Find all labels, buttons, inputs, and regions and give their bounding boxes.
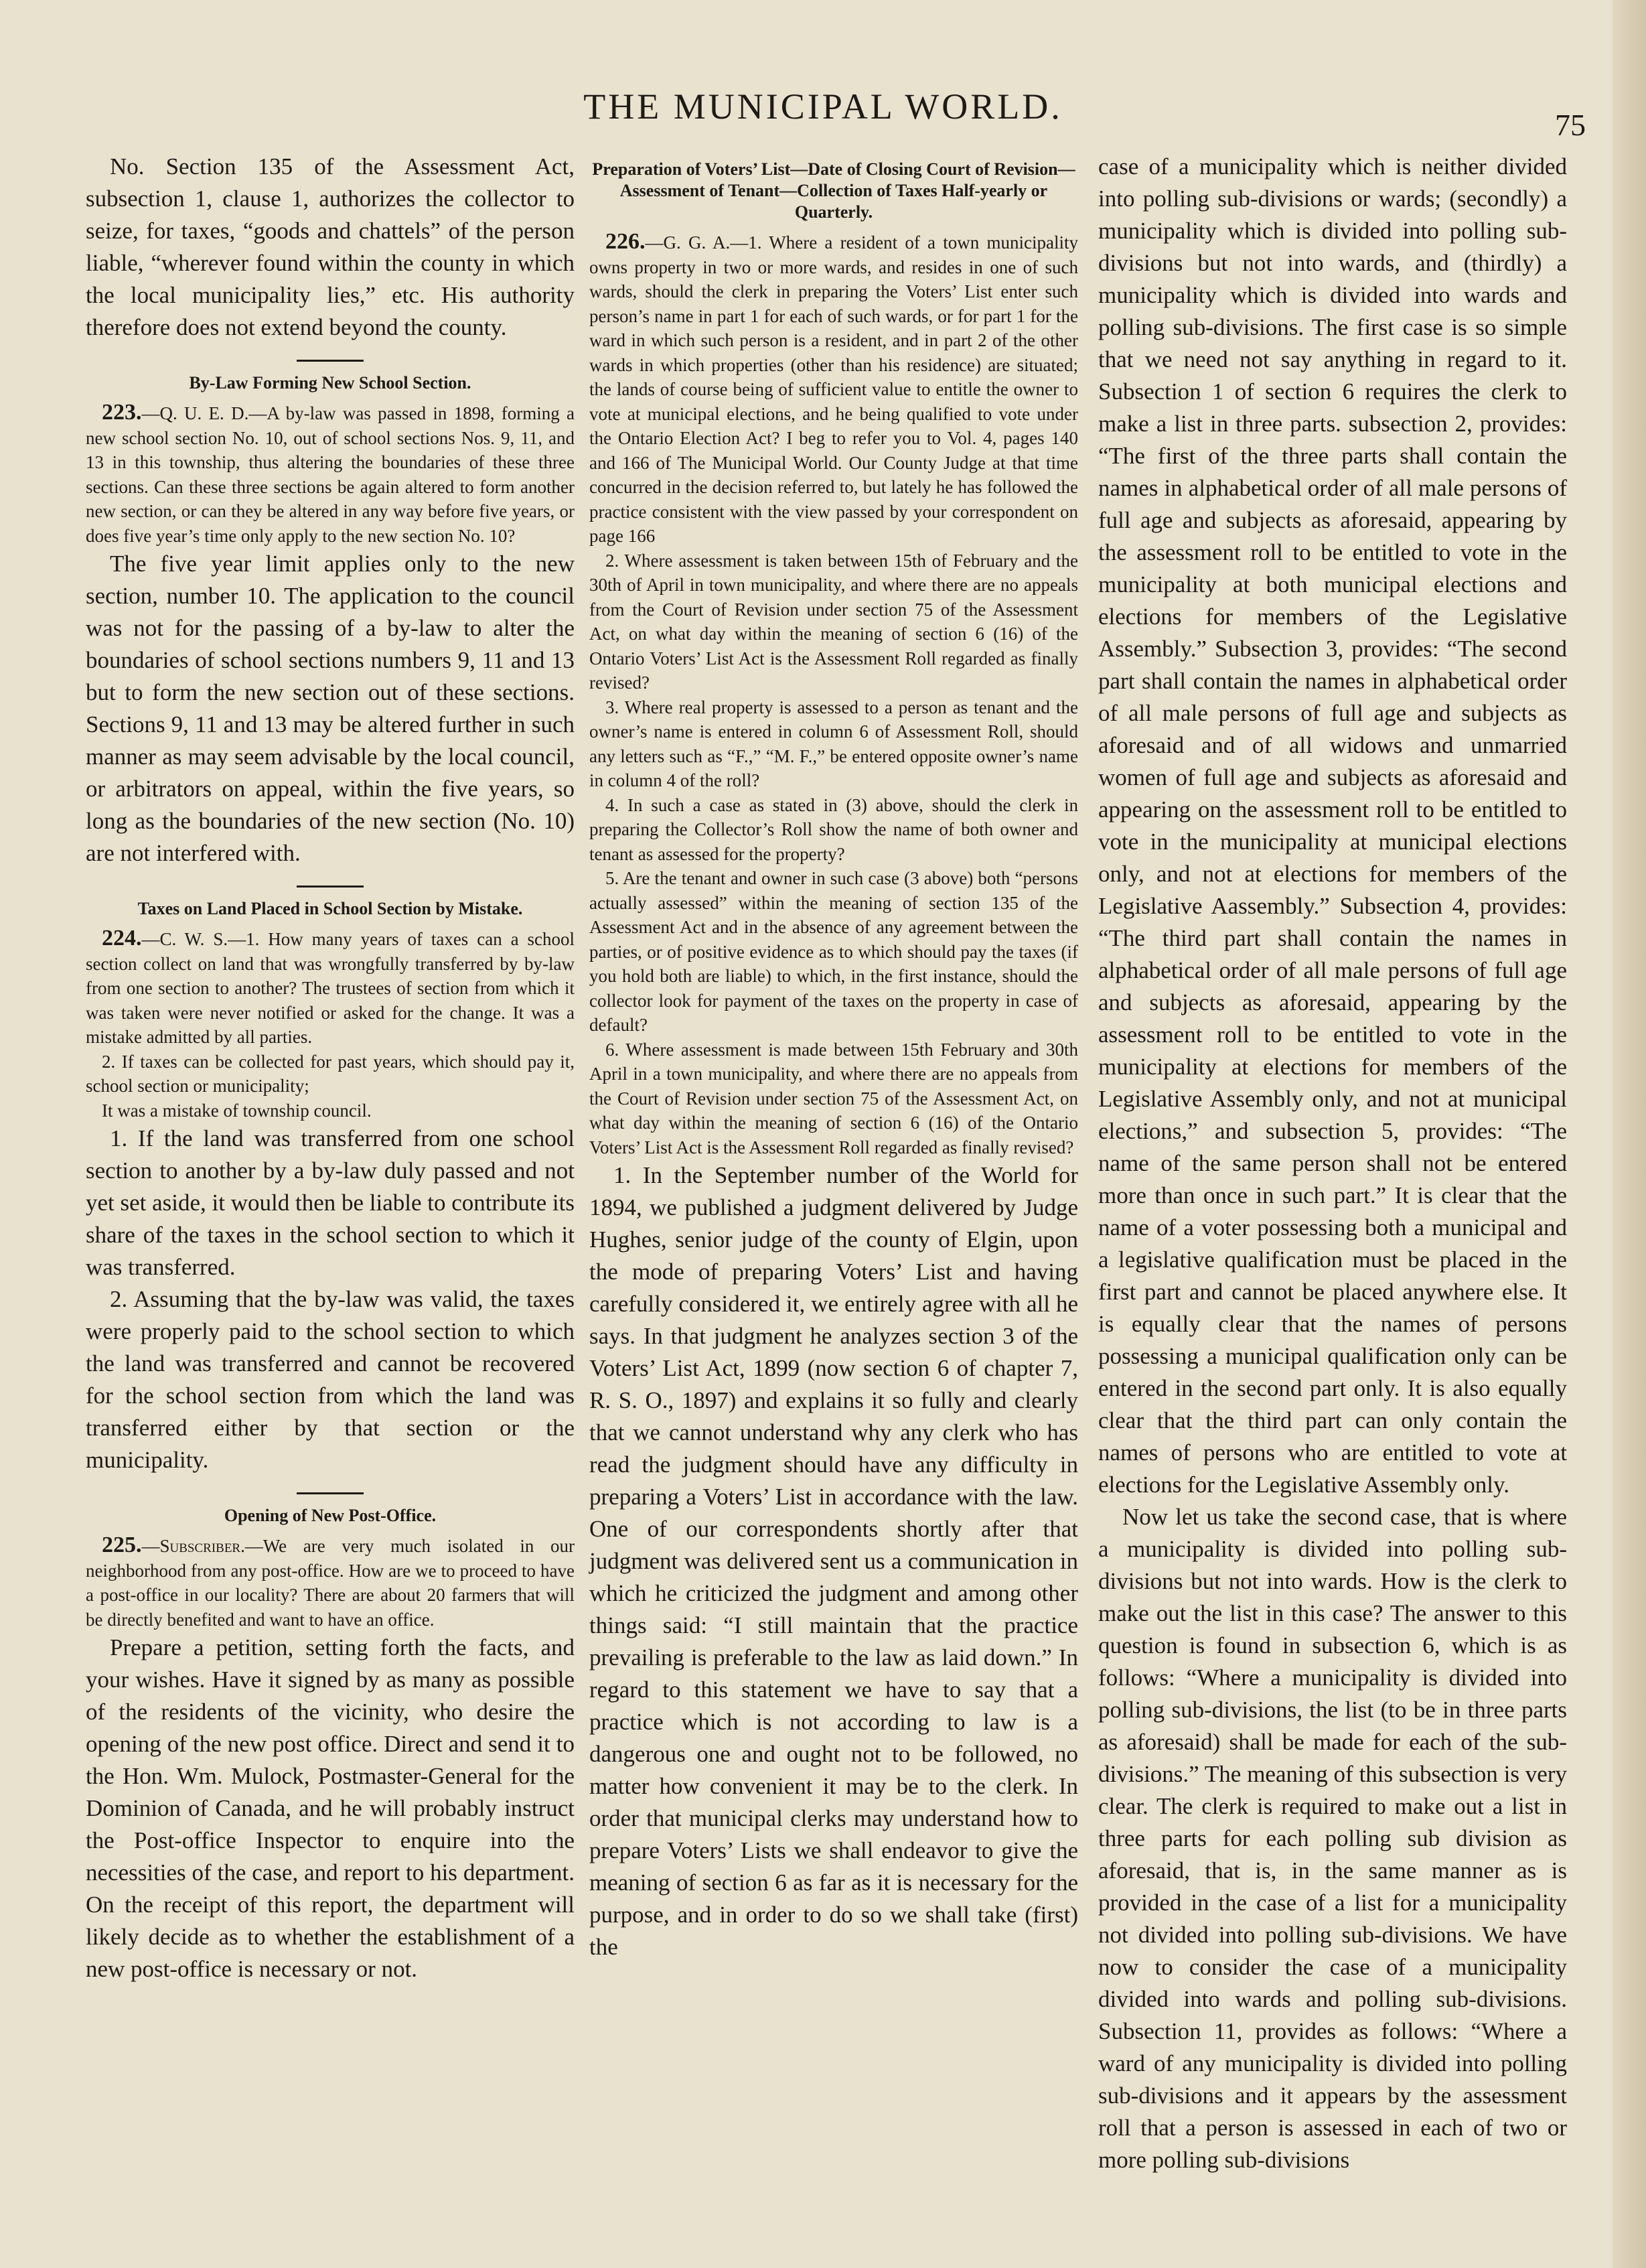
correspondent: —Subscriber.— xyxy=(141,1536,263,1556)
question-number: 226. xyxy=(605,229,646,254)
question-text: We are very much isolated in our neighborhood from any post-office. How are we to proceed to have a post-office in our locality? There are about 20 farmers that will be directly benefited and want to have an office. xyxy=(86,1536,575,1630)
question-number: 224. xyxy=(102,926,142,950)
answer-224-1: 1. If the land was transferred from one school section to another by a by-law duly passed and not yet set aside, it would then be liable to contribute its share of the taxes in the school section to which it was transferred. xyxy=(86,1125,575,1280)
answer-223: The five year limit applies only to the new section, number 10. The application to the council was not for the passing of a by-law to alter the boundaries of school sections numbers 9, 11 and 13 but to form the new section out of these sections. Sections 9, 11 and 13 may be altered further in such manner as may seem advisable by the local council, or arbitrators on appeal, within the five years, so long as the boundaries of the new section (No. 10) are not interfered with. xyxy=(86,551,575,866)
paragraph: Now let us take the second case, that is where a municipality is divided into polling sub-divisions but not into wards. How is the clerk to make out the list in this case? The answer to this question is found in subsection 6, which is as follows: “Where a municipality is divided into polling sub-divisions, the list (to be in three parts as aforesaid) shall be made for each of the sub-divisions.” The meaning of this subsection is very clear. The clerk is required to make out a list in three parts for each polling sub division as aforesaid, that is, in the same manner as is provided in the case of a list for a municipality not divided into polling sub-divisions. We have now to consider the case of a municipality divided into wards and polling sub-divisions. Subsection 11, provides as follows: “Where a ward of any municipality is divided into polling sub-divisions and it appears by the assessment roll that a person is assessed in each of two or more polling sub-divisions xyxy=(1098,1504,1567,2173)
question-226-5: 5. Are the tenant and owner in such case (3 above) both “persons actually assessed” within the meaning of section 135 of the Assessment Act and in the absence of any agreement between the parties, or of positive evidence as to which should pay the taxes (if you hold both are liable) to which, in the first instance, should the collector look for payment of the taxes on the property in case of default? xyxy=(589,868,1078,1035)
question-226-4: 4. In such a case as stated in (3) above, should the clerk in preparing the Collector’s Roll show the name of both owner and tenant as assessed for the property? xyxy=(589,794,1078,864)
question-226 xyxy=(589,230,1078,549)
question-226-3: 3. Where real property is assessed to a person as tenant and the owner’s name is entered in column 6 of Assessment Roll, should any letters such as “F.,” “M. F.,” be entered opposite owner’s name in column 4 of the roll? xyxy=(589,697,1078,790)
question-225 xyxy=(86,1533,575,1632)
section-heading: Preparation of Voters’ List—Date of Closing Court of Revision—Assessment of Tenant—Collection of Taxes Half-yearly or Quarterly. xyxy=(592,159,1075,222)
page-edge xyxy=(1613,0,1646,2268)
section-rule xyxy=(297,885,364,888)
column-left xyxy=(86,151,575,1985)
section-rule xyxy=(297,360,364,362)
paragraph: case of a municipality which is neither divided into polling sub-divisions or wards; (secondly) a municipality which is divided into polling sub-divisions but not into wards, and (thirdly) a municipality which is divided into wards and polling sub-divisions. The first case is so simple that we need not say anything in regard to it. Subsection 1 of section 6 requires the clerk to make a list in three parts. subsection 2, provides: “The first of the three parts shall contain the names in alphabetical order of all male persons of full age and subjects as aforesaid, appearing by the assessment roll to be entitled to vote in the municipality at both municipal elections and elections for members of the Legislative Assembly.” Subsection 3, provides: “The second part shall contain the names in alphabetical order of all male persons of full age and subjects as aforesaid and of all widows and unmarried women of full age and subjects as aforesaid and appearing on the assessment roll to be entitled to vote in the municipality at municipal elections only, and not at elections for members of the Legislative Aassembly.” Subsection 4, provides: “The third part shall contain the names in alphabetical order of all male persons of full age and subjects as aforesaid, appearing by the assessment roll to be entitled to vote in the municipality at elections for members of the Legislative Assembly only, and not at municipal elections,” and subsection 5, provides: “The name of the same person shall not be entered more than once in such part.” It is clear that the name of a voter possessing both a municipal and a legislative qualification must be placed in the first part and cannot be placed anywhere else. It is equally clear that the names of persons possessing a municipal qualification only can be entered in the second part only. It is also equally clear that the third part can only contain the names of persons who are entitled to vote at elections for the Legislative Assembly only. xyxy=(1098,153,1567,1498)
question-223 xyxy=(86,401,575,548)
column-middle xyxy=(589,151,1078,1963)
question-text: 1. Where a resident of a town municipality owns property in two or more wards, and resides in one of such wards, should the clerk in preparing the Voters’ List enter such person’s name in part 1 for each of such wards, or for part 1 for the ward in which such person is a resident, and in part 2 of the other wards in which properties (other than his residence) are situated; the lands of course being of sufficient value to entitle the owner to vote at municipal elections, and he being qualified to vote under the Ontario Election Act? I beg to refer you to Vol. 4, pages 140 and 166 of The Municipal World. Our County Judge at that time concurred in the decision referred to, but lately he has followed the practice consistent with the view passed by your correspondent on page 166 xyxy=(589,232,1078,546)
correspondent: —G. G. A.— xyxy=(645,232,749,253)
section-rule xyxy=(297,1492,364,1494)
paragraph: No. Section 135 of the Assessment Act, subsection 1, clause 1, authorizes the collector to seize, for taxes, “goods and chattels” of the person liable, “wherever found within the county in which the local municipality lies,” etc. His authority therefore does not extend beyond the county. xyxy=(86,153,575,340)
question-text: A by-law was passed in 1898, forming a new school section No. 10, out of school sections Nos. 9, 11, and 13 in this township, thus altering the boundaries of these three sections. Can these three sections be again altered to form another new section, or can they be altered in any way before five years, or does five year’s time only apply to the new section No. 10? xyxy=(86,403,575,546)
question-number: 223. xyxy=(102,400,142,425)
section-heading: Taxes on Land Placed in School Section by Mistake. xyxy=(137,899,523,918)
answer-225: Prepare a petition, setting forth the facts, and your wishes. Have it signed by as many as possible of the residents of the vicinity, who desire the opening of the new post office. Direct and send it to the Hon. Wm. Mulock, Postmaster-General for the Dominion of Canada, and he will probably instruct the Post-office Inspector to enquire into the necessities of the case, and report to his department. On the receipt of this report, the department will likely decide as to whether the establishment of a new post-office is necessary or not. xyxy=(86,1634,575,1982)
page-number: 75 xyxy=(1555,108,1586,142)
question-226-2: 2. Where assessment is taken between 15th of February and the 30th of April in town municipality, and where there are no appeals from the Court of Revision under section 75 of the Assessment Act, on what day within the meaning of section 6 (16) of the Ontario Voters’ List Act is the Assessment Roll regarded as finally revised? xyxy=(589,550,1078,693)
correspondent: —C. W. S.— xyxy=(141,929,246,949)
section-heading: Opening of New Post-Office. xyxy=(224,1506,437,1525)
answer-226: 1. In the September number of the World for 1894, we published a judgment delivered by Judge Hughes, senior judge of the county of Elgin, upon the mode of preparing Voters’ List and having carefully considered it, we entirely agree with all he says. In that judgment he analyzes section 3 of the Voters’ List Act, 1899 (now section 6 of chapter 7, R. S. O., 1897) and explains it so fully and clearly that we cannot understand why any clerk who has read the judgment should have any difficulty in preparing a Voters’ List in accordance with the law. One of our correspondents shortly after that judgment was delivered sent us a communication in which he criticized the judgment and among other things said: “I still maintain that the practice prevailing is preferable to the law as laid down.” In regard to this statement we have to say that a practice which is not according to law is a dangerous one and ought not to be followed, no matter how convenient it may be to the clerk. In order that municipal clerks may understand how to prepare Voters’ Lists we shall endeavor to give the meaning of section 6 as far as it is necessary for the purpose, and in order to do so we shall take (first) the xyxy=(589,1162,1078,1960)
answer-224-2: 2. Assuming that the by-law was valid, the taxes were properly paid to the school section to which the land was transferred and cannot be recovered for the school section from which the land was transferred either by that section or the municipality. xyxy=(86,1286,575,1473)
correspondent: —Q. U. E. D.— xyxy=(141,403,267,423)
question-224 xyxy=(86,926,575,1050)
question-text: 1. How many years of taxes can a school section collect on land that was wrongfully transferred by by-law from one section to another? The trustees of section from which it was taken were never notified or asked for the change. It was a mistake admitted by all parties. xyxy=(86,929,575,1047)
column-right xyxy=(1098,151,1567,2176)
running-head: THE MUNICIPAL WORLD. xyxy=(583,86,1063,127)
question-224-note: It was a mistake of township council. xyxy=(102,1100,372,1121)
question-224-part2: 2. If taxes can be collected for past years, which should pay it, school section or municipality; xyxy=(86,1051,575,1096)
question-226-6: 6. Where assessment is made between 15th February and 30th April in a town municipality, and where there are no appeals from the Court of Revision under section 75 of the Assessment Act, on what day within the meaning of section 6 (16) of the Ontario Voters’ List Act is the Assessment Roll regarded as finally revised? xyxy=(589,1039,1078,1157)
section-heading: By-Law Forming New School Section. xyxy=(189,373,471,393)
question-number: 225. xyxy=(102,1533,142,1557)
